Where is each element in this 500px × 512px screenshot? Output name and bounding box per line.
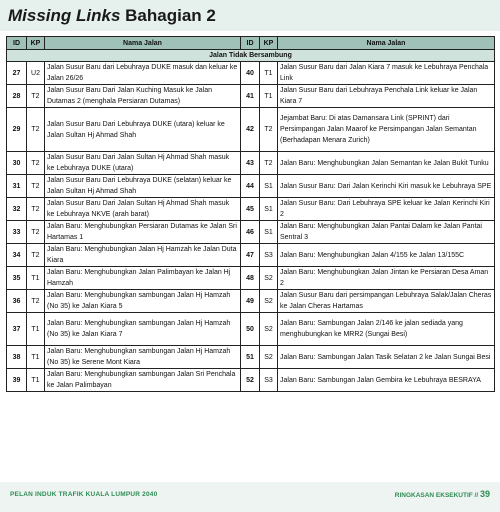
header-kp-right: KP [260,37,278,50]
footer-document-title: PELAN INDUK TRAFIK KUALA LUMPUR 2040 [10,491,158,498]
row-name-left: Jalan Baru: Menghubungkan Jalan Hj Hamzah ke Jalan Duta Kiara [45,244,241,267]
row-id-right: 41 [241,85,260,108]
row-kp-left: T2 [27,290,45,313]
row-kp-left: T2 [27,85,45,108]
row-id-right: 47 [241,244,260,267]
row-kp-right: S2 [260,346,278,369]
row-id-right: 45 [241,198,260,221]
row-kp-right: S3 [260,244,278,267]
table-row [7,244,495,267]
row-name-left: Jalan Baru: Menghubungkan sambungan Jalan Hj Hamzah (No 35) ke Jalan Kiara 7 [45,313,241,346]
row-id-right: 46 [241,221,260,244]
table-row [7,152,495,175]
page-title [8,6,216,26]
table-row [7,175,495,198]
row-kp-right: S1 [260,175,278,198]
row-name-left: Jalan Susur Baru Dari Lebuhraya DUKE (selatan) keluar ke Jalan Sultan Hj Ahmad Shah [45,175,241,198]
table-row [7,108,495,152]
row-id-left: 27 [7,62,27,85]
table-row [7,346,495,369]
row-name-right: Jalan Susur Baru: Dari Jalan Kerinchi Kiri masuk ke Lebuhraya SPE [278,175,495,198]
row-kp-right: T2 [260,108,278,152]
row-kp-right: S2 [260,313,278,346]
table-row [7,290,495,313]
row-name-left: Jalan Susur Baru Dari Jalan Sultan Hj Ahmad Shah masuk ke Lebuhraya NKVE (arah barat) [45,198,241,221]
table-row [7,267,495,290]
row-name-right: Jejambat Baru: Di atas Damansara Link (SPRINT) dari Persimpangan Jalan Maarof ke Persimpangan Jalan Semantan (Berhadapan Menara Zurich) [278,108,495,152]
row-kp-left: T2 [27,244,45,267]
title-divider [0,31,500,33]
row-id-right: 42 [241,108,260,152]
row-kp-right: T1 [260,62,278,85]
row-kp-left: T2 [27,108,45,152]
row-id-right: 43 [241,152,260,175]
row-kp-left: T1 [27,369,45,392]
row-name-right: Jalan Baru: Sambungan Jalan 2/146 ke jalan sediada yang menghubungkan ke MRR2 (Sungai Besi) [278,313,495,346]
row-id-right: 48 [241,267,260,290]
row-name-left: Jalan Susur Baru dari Lebuhraya DUKE masuk dan keluar ke Jalan 26/26 [45,62,241,85]
table-header-row [7,37,495,50]
row-kp-right: S2 [260,290,278,313]
row-name-right: Jalan Susur Baru: Dari Lebuhraya SPE keluar ke Jalan Kerinchi Kiri 2 [278,198,495,221]
row-id-left: 29 [7,108,27,152]
page-title-rest: Bahagian 2 [120,6,216,25]
title-band [0,0,500,33]
row-id-left: 36 [7,290,27,313]
row-name-right: Jalan Baru: Menghubungkan Jalan 4/155 ke Jalan 13/155C [278,244,495,267]
row-id-right: 51 [241,346,260,369]
row-id-right: 44 [241,175,260,198]
row-id-right: 40 [241,62,260,85]
row-kp-left: T1 [27,313,45,346]
row-kp-right: T2 [260,152,278,175]
row-kp-right: T1 [260,85,278,108]
row-id-right: 50 [241,313,260,346]
header-id-right: ID [241,37,260,50]
row-id-left: 38 [7,346,27,369]
header-name-right: Nama Jalan [278,37,495,50]
row-id-left: 31 [7,175,27,198]
row-id-left: 32 [7,198,27,221]
table-row [7,198,495,221]
row-name-right: Jalan Baru: Menghubungkan Jalan Pantai Dalam ke Jalan Pantai Sentral 3 [278,221,495,244]
table-row [7,313,495,346]
row-name-left: Jalan Baru: Menghubungkan Persiaran Dutamas ke Jalan Sri Hartamas 1 [45,221,241,244]
table-row [7,85,495,108]
row-name-left: Jalan Baru: Menghubungkan sambungan Jalan Hj Hamzah (No 35) ke Jalan Kiara 5 [45,290,241,313]
row-kp-left: U2 [27,62,45,85]
row-name-right: Jalan Susur Baru dari Jalan Kiara 7 masuk ke Lebuhraya Penchala Link [278,62,495,85]
header-kp-left: KP [27,37,45,50]
header-id-left: ID [7,37,27,50]
table-row [7,221,495,244]
header-name-left: Nama Jalan [45,37,241,50]
row-kp-left: T2 [27,221,45,244]
page-title-italic: Missing Links [8,6,121,25]
row-name-left: Jalan Susur Baru Dari Jalan Kuching Masuk ke Jalan Dutamas 2 (menghala Persiaran Dutamas) [45,85,241,108]
row-id-left: 37 [7,313,27,346]
footer [0,482,500,512]
row-id-left: 28 [7,85,27,108]
row-name-right: Jalan Baru: Sambungan Jalan Gembira ke Lebuhraya BESRAYA [278,369,495,392]
row-kp-right: S3 [260,369,278,392]
row-kp-right: S1 [260,198,278,221]
row-kp-left: T2 [27,175,45,198]
row-id-left: 39 [7,369,27,392]
footer-section-label: RINGKASAN EKSEKUTIF // [394,492,479,499]
row-id-left: 34 [7,244,27,267]
row-kp-right: S1 [260,221,278,244]
row-name-right: Jalan Baru: Sambungan Jalan Tasik Selatan 2 ke Jalan Sungai Besi [278,346,495,369]
subheader-label: Jalan Tidak Bersambung [7,50,495,62]
row-name-left: Jalan Susur Baru Dari Jalan Sultan Hj Ahmad Shah masuk ke Lebuhraya DUKE (utara) [45,152,241,175]
row-name-right: Jalan Susur Baru dari persimpangan Lebuhraya Salak/Jalan Cheras ke Jalan Cheras Hartamas [278,290,495,313]
row-name-left: Jalan Baru: Menghubungkan sambungan Jalan Sri Penchala ke Jalan Palimbayan [45,369,241,392]
row-name-right: Jalan Baru: Menghubungkan Jalan Semantan ke Jalan Bukit Tunku [278,152,495,175]
missing-links-table [6,36,495,392]
row-kp-left: T1 [27,267,45,290]
page-number: 39 [479,489,490,499]
row-name-left: Jalan Baru: Menghubungkan sambungan Jalan Hj Hamzah (No 35) ke Serene Mont Kiara [45,346,241,369]
row-kp-left: T1 [27,346,45,369]
row-kp-left: T2 [27,198,45,221]
row-name-right: Jalan Susur Baru dari Lebuhraya Penchala Link keluar ke Jalan Kiara 7 [278,85,495,108]
row-kp-right: S2 [260,267,278,290]
row-name-right: Jalan Baru: Menghubungkan Jalan Jintan ke Persiaran Desa Aman 2 [278,267,495,290]
row-kp-left: T2 [27,152,45,175]
row-id-right: 52 [241,369,260,392]
subheader-row [7,50,495,62]
table-row [7,369,495,392]
row-id-left: 35 [7,267,27,290]
row-name-left: Jalan Baru: Menghubungkan Jalan Palimbayan ke Jalan Hj Hamzah [45,267,241,290]
table-row [7,62,495,85]
footer-section [395,489,490,499]
row-id-left: 30 [7,152,27,175]
row-id-left: 33 [7,221,27,244]
row-id-right: 49 [241,290,260,313]
row-name-left: Jalan Susur Baru Dari Lebuhraya DUKE (utara) keluar ke Jalan Sultan Hj Ahmad Shah [45,108,241,152]
